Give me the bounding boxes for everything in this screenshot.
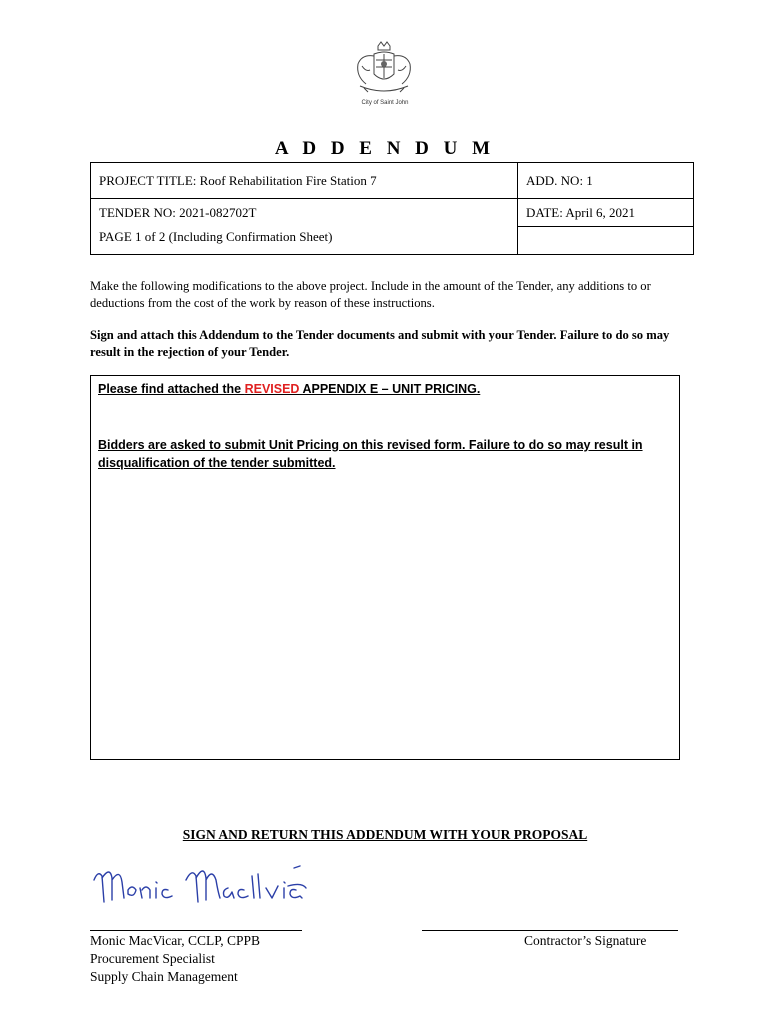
- revised-appendix-notice: Please find attached the REVISED APPENDIX E – UNIT PRICING.: [98, 382, 481, 396]
- sign-return-heading: SIGN AND RETURN THIS ADDENDUM WITH YOUR PROPOSAL: [182, 827, 588, 842]
- add-no-cell: ADD. NO: 1: [518, 163, 694, 199]
- signer-name: Monic MacVicar, CCLP, CPPB: [90, 933, 261, 948]
- unit-pricing-notice: Bidders are asked to submit Unit Pricing on this revised form. Failure to do so may result in disqualification of the tender submitted.: [98, 438, 643, 470]
- modifications-box: [90, 375, 680, 760]
- page-cell: PAGE 1 of 2 (Including Confirmation Sheet): [91, 227, 518, 255]
- contractor-signature-label: Contractor’s Signature: [524, 933, 647, 948]
- signature-line-right: [422, 930, 678, 931]
- date-cell: DATE: April 6, 2021: [518, 199, 694, 227]
- signer-block: [90, 932, 260, 986]
- signature-line-left: [90, 930, 302, 931]
- crest-caption: City of Saint John: [361, 100, 409, 106]
- handwritten-signature: [88, 858, 308, 928]
- instructions-paragraph: Make the following modifications to the above project. Include in the amount of the Tender, any additions to or deductions from the cost of the work by reason of these instructions.: [90, 279, 651, 310]
- revised-highlight: REVISED: [244, 382, 300, 396]
- tender-no-cell: TENDER NO: 2021-082702T: [91, 199, 518, 227]
- addendum-info-table: [90, 162, 694, 255]
- signer-title: Procurement Specialist: [90, 951, 215, 966]
- empty-cell: [518, 227, 694, 255]
- signer-department: Supply Chain Management: [90, 969, 238, 984]
- project-title-cell: PROJECT TITLE: Roof Rehabilitation Fire Station 7: [91, 163, 518, 199]
- sign-attach-paragraph: Sign and attach this Addendum to the Tender documents and submit with your Tender. Failure to do so may result in the rejection of your Tender.: [90, 328, 670, 359]
- document-title: A D D E N D U M: [274, 138, 496, 159]
